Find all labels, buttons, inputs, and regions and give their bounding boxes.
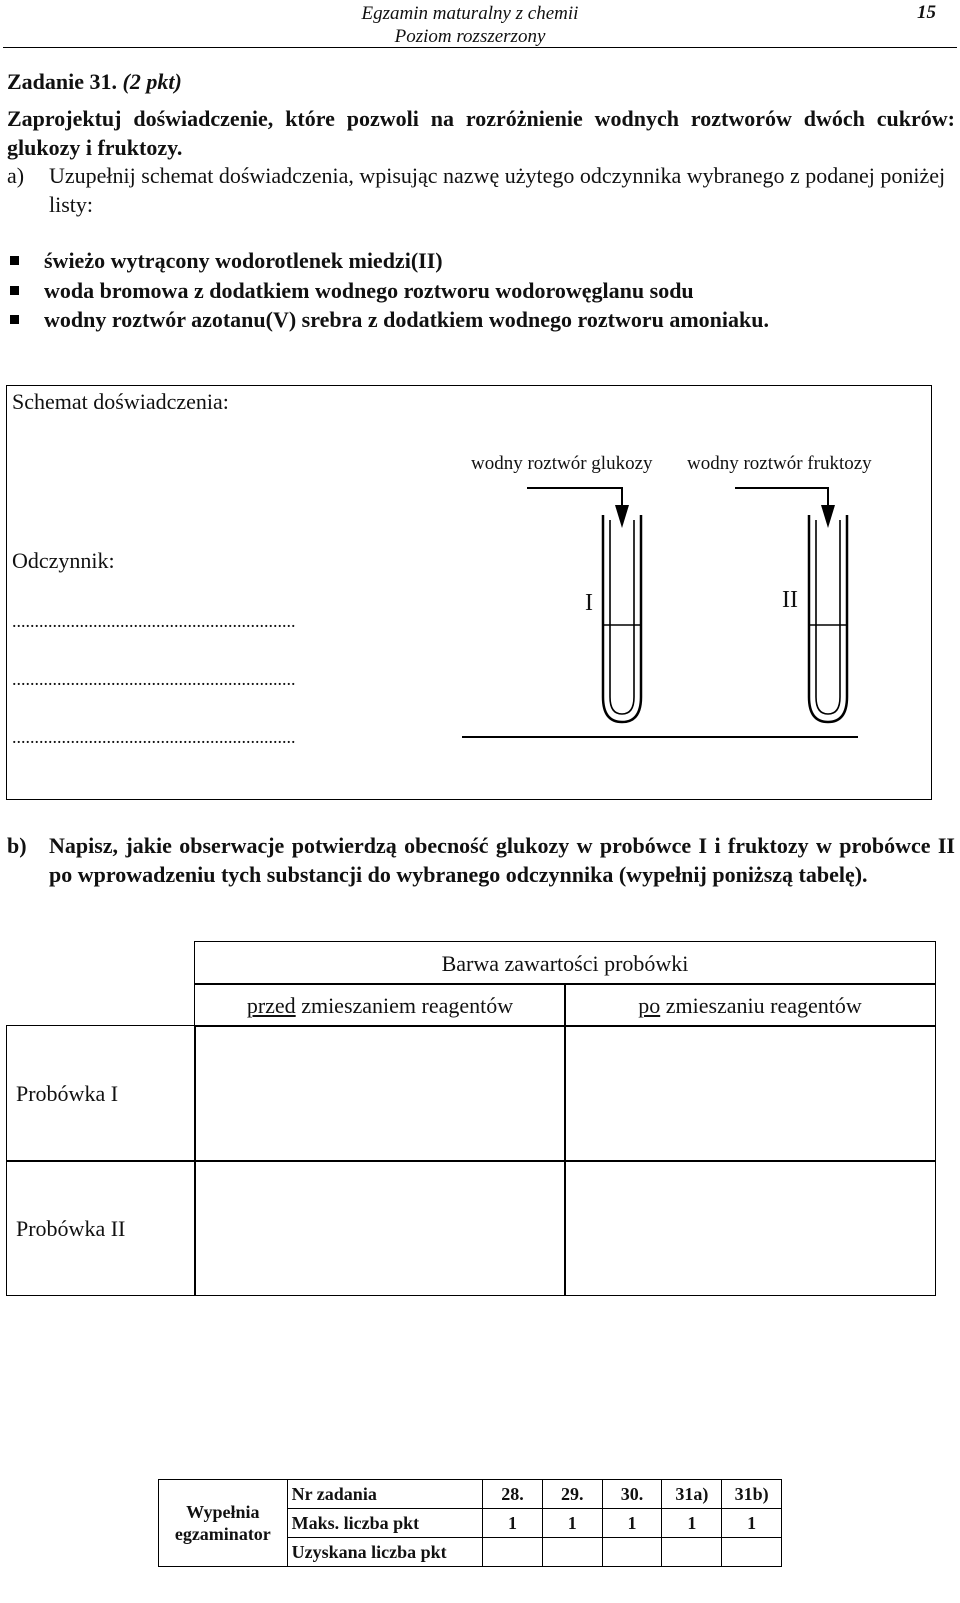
part-b-label: b) xyxy=(7,833,27,858)
obtained-points-cell[interactable] xyxy=(722,1538,782,1567)
arrow-glucose-icon xyxy=(527,488,629,528)
reagent-label: Odczynnik: xyxy=(12,548,115,573)
part-a-label: a) xyxy=(7,163,25,188)
part-a-text: Uzupełnij schemat doświadczenia, wpisując nazwę użytego odczynnika wybranego z podanej poniżej listy: xyxy=(49,163,946,217)
max-points-cell: 1 xyxy=(483,1509,543,1538)
test-tube-i xyxy=(603,515,641,722)
scheme-title: Schemat doświadczenia: xyxy=(12,389,229,414)
obtained-points-row-label: Uzyskana liczba pkt xyxy=(287,1538,483,1567)
answer-cell-tube-i-before[interactable] xyxy=(194,1025,566,1162)
obtained-points-cell[interactable] xyxy=(483,1538,543,1567)
task-number-cell: 31b) xyxy=(722,1480,782,1509)
test-tube-ii xyxy=(809,515,847,722)
reagent-answer-line-3[interactable]: ............................................................... xyxy=(12,727,296,747)
observation-table xyxy=(6,941,936,1296)
table-header-color: Barwa zawartości probówki xyxy=(194,941,936,985)
task-number-cell: 30. xyxy=(602,1480,662,1509)
reagent-answer-line-1[interactable]: ............................................................... xyxy=(12,611,296,631)
part-b-instruction xyxy=(7,831,955,889)
fructose-solution-label: wodny roztwór fruktozy xyxy=(687,453,872,474)
task-number-cell: 29. xyxy=(542,1480,602,1509)
list-item: wodny roztwór azotanu(V) srebra z dodatkiem wodnego roztworu amoniaku. xyxy=(7,305,955,335)
page-number: 15 xyxy=(917,2,936,23)
list-item: świeżo wytrącony wodorotlenek miedzi(II) xyxy=(7,246,955,276)
column-header-after: po zmieszaniu reagentów xyxy=(564,983,936,1027)
task-number: Zadanie 31. xyxy=(7,69,118,94)
column-header-before: przed zmieszaniem reagentów xyxy=(194,983,566,1027)
obtained-points-cell[interactable] xyxy=(602,1538,662,1567)
arrow-fructose-icon xyxy=(735,488,835,528)
exam-subject: Egzamin maturalny z chemii xyxy=(361,3,579,24)
list-item: woda bromowa z dodatkiem wodnego roztworu wodorowęglanu sodu xyxy=(7,276,955,306)
obtained-points-cell[interactable] xyxy=(542,1538,602,1567)
max-points-cell: 1 xyxy=(662,1509,722,1538)
examiner-score-table xyxy=(158,1479,782,1567)
max-points-cell: 1 xyxy=(542,1509,602,1538)
tube-i-label: I xyxy=(585,590,593,616)
tube-ii-label: II xyxy=(782,587,798,613)
answer-cell-tube-ii-before[interactable] xyxy=(194,1160,566,1296)
row-label-tube-ii: Probówka II xyxy=(6,1160,196,1296)
row-label-tube-i: Probówka I xyxy=(6,1025,196,1162)
task-intro: Zaprojektuj doświadczenie, które pozwoli na rozróżnienie wodnych roztworów dwóch cukrów: glukozy i fruktozy. xyxy=(7,106,955,160)
max-points-row-label: Maks. liczba pkt xyxy=(287,1509,483,1538)
task-number-cell: 31a) xyxy=(662,1480,722,1509)
task-points: (2 pkt) xyxy=(122,69,182,94)
answer-cell-tube-i-after[interactable] xyxy=(564,1025,936,1162)
obtained-points-cell[interactable] xyxy=(662,1538,722,1567)
answer-cell-tube-ii-after[interactable] xyxy=(564,1160,936,1296)
exam-level: Poziom rozszerzony xyxy=(394,26,546,47)
glucose-solution-label: wodny roztwór glukozy xyxy=(471,453,653,474)
reagent-answer-line-2[interactable]: ............................................................... xyxy=(12,669,296,689)
max-points-cell: 1 xyxy=(602,1509,662,1538)
task-number-cell: 28. xyxy=(483,1480,543,1509)
examiner-label: Wypełnia egzaminator xyxy=(159,1480,288,1567)
part-b-text: Napisz, jakie obserwacje potwierdzą obecność glukozy w probówce I i fruktozy w probówce II po wprowadzeniu tych substancji do wybranego odczynnika (wypełnij poniższą tabelę). xyxy=(49,833,955,887)
task-number-row-label: Nr zadania xyxy=(287,1480,483,1509)
max-points-cell: 1 xyxy=(722,1509,782,1538)
